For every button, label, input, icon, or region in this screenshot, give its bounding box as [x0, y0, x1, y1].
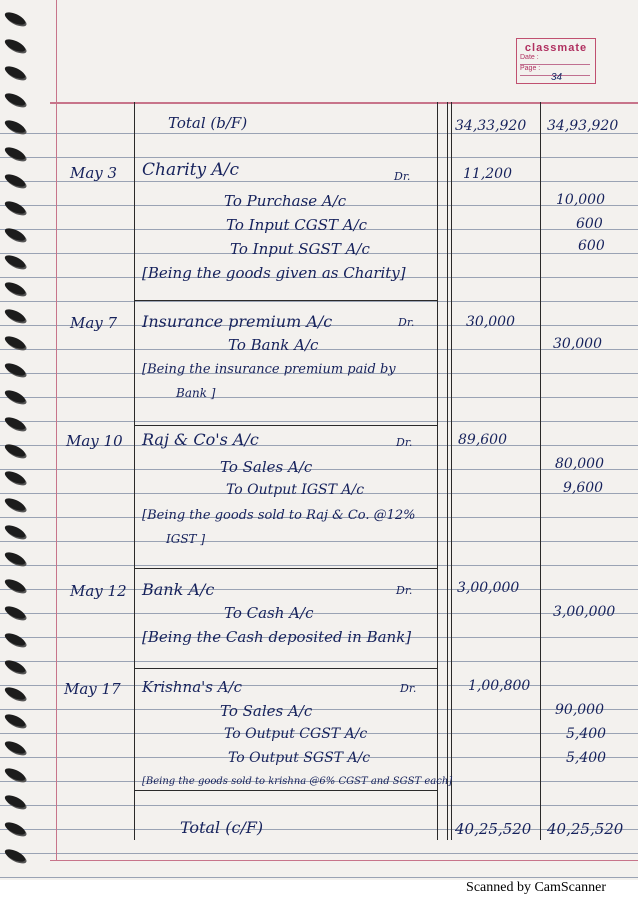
entry-dr-mark: Dr.: [396, 584, 413, 597]
credit-amount: 30,000: [553, 336, 602, 352]
credit-label: To Cash A/c: [224, 604, 314, 622]
spiral-ring: [3, 199, 27, 216]
date-column-rule: [134, 102, 135, 840]
spiral-ring: [3, 388, 27, 405]
top-margin-line: [50, 102, 638, 104]
debit-column-rule-a: [447, 102, 448, 840]
entry-narration: [Being the Cash deposited in Bank]: [142, 628, 412, 646]
classmate-logo-box: [516, 38, 596, 84]
spiral-ring: [3, 820, 27, 837]
entry-debit: 11,200: [463, 166, 512, 182]
entry-debit: 30,000: [466, 314, 515, 330]
total-cf-credit: 40,25,520: [547, 820, 624, 838]
credit-amount: 90,000: [555, 702, 604, 718]
entry-dr-mark: Dr.: [398, 316, 415, 329]
credit-amount: 600: [576, 216, 603, 232]
total-bf-label: Total (b/F): [168, 114, 248, 132]
total-cf-label: Total (c/F): [180, 818, 264, 837]
entry-date: May 10: [66, 432, 123, 450]
entry-debit: 89,600: [458, 432, 507, 448]
spiral-ring: [3, 550, 27, 567]
spiral-ring: [3, 685, 27, 702]
total-bf-debit: 34,33,920: [455, 118, 527, 134]
entry-narration: [Being the goods sold to Raj & Co. @12%: [142, 508, 416, 523]
total-separator: [134, 790, 437, 791]
debit-column-rule-b: [451, 102, 452, 840]
spiral-ring: [3, 253, 27, 270]
spiral-ring: [3, 226, 27, 243]
spiral-ring: [3, 631, 27, 648]
entry-debit: 3,00,000: [457, 580, 520, 596]
entry-separator: [134, 300, 437, 301]
entry-account: Charity A/c: [142, 160, 240, 180]
spiral-ring: [3, 307, 27, 324]
spiral-ring: [3, 847, 27, 864]
entry-narration-cont: IGST ]: [166, 532, 206, 546]
credit-amount: 5,400: [566, 750, 607, 766]
entry-narration: [Being the goods given as Charity]: [142, 264, 406, 282]
credit-amount: 600: [578, 238, 605, 254]
spiral-ring: [3, 577, 27, 594]
spiral-ring: [3, 523, 27, 540]
spiral-binding: [0, 0, 40, 880]
entry-date: May 3: [70, 164, 118, 182]
spiral-ring: [3, 10, 27, 27]
entry-narration: [Being the insurance premium paid by: [142, 362, 396, 377]
credit-label: To Output IGST A/c: [226, 482, 365, 498]
entry-date: May 12: [70, 582, 127, 600]
entry-dr-mark: Dr.: [400, 682, 417, 695]
credit-label: To Input CGST A/c: [226, 216, 368, 234]
footer-text: Scanned by CamScanner: [466, 880, 606, 895]
entry-account: Raj & Co's A/c: [142, 430, 259, 449]
spiral-ring: [3, 37, 27, 54]
entry-dr-mark: Dr.: [396, 436, 413, 449]
spiral-ring: [3, 415, 27, 432]
scan-footer: [0, 880, 638, 903]
credit-amount: 80,000: [555, 456, 604, 472]
credit-label: To Bank A/c: [228, 336, 319, 354]
credit-amount: 5,400: [566, 726, 607, 742]
lf-column-rule: [437, 102, 438, 840]
entry-account: Krishna's A/c: [142, 678, 243, 696]
entry-dr-mark: Dr.: [394, 170, 411, 183]
credit-label: To Sales A/c: [220, 458, 313, 476]
credit-label: To Sales A/c: [220, 702, 313, 720]
page-number: 34: [551, 72, 563, 83]
spiral-ring: [3, 361, 27, 378]
credit-amount: 9,600: [563, 480, 604, 496]
spiral-ring: [3, 91, 27, 108]
bottom-margin-line: [50, 860, 638, 861]
spiral-ring: [3, 658, 27, 675]
credit-amount: 10,000: [556, 192, 605, 208]
page-field: Page :: [520, 65, 590, 76]
spiral-ring: [3, 118, 27, 135]
spiral-ring: [3, 604, 27, 621]
credit-column-rule: [540, 102, 541, 840]
spiral-ring: [3, 442, 27, 459]
left-margin-line: [56, 0, 57, 860]
spiral-ring: [3, 739, 27, 756]
credit-label: To Purchase A/c: [224, 192, 347, 210]
credit-label: To Output SGST A/c: [228, 750, 371, 766]
spiral-ring: [3, 793, 27, 810]
credit-amount: 3,00,000: [553, 604, 616, 620]
entry-date: May 17: [64, 680, 121, 698]
spiral-ring: [3, 280, 27, 297]
entry-separator: [134, 568, 437, 569]
entry-date: May 7: [70, 314, 118, 332]
date-field: Date :: [520, 54, 590, 65]
spiral-ring: [3, 496, 27, 513]
entry-narration-cont: Bank ]: [176, 386, 216, 400]
entry-account: Insurance premium A/c: [142, 312, 333, 331]
spiral-ring: [3, 766, 27, 783]
spiral-ring: [3, 334, 27, 351]
spiral-ring: [3, 712, 27, 729]
credit-label: To Output CGST A/c: [224, 726, 368, 742]
entry-debit: 1,00,800: [468, 678, 531, 694]
spiral-ring: [3, 64, 27, 81]
total-bf-credit: 34,93,920: [547, 118, 619, 134]
credit-label: To Input SGST A/c: [230, 240, 370, 258]
entry-narration: [Being the goods sold to krishna @6% CGST and SGST each]: [142, 776, 453, 787]
entry-separator: [134, 425, 437, 426]
brand-name: classmate: [524, 42, 588, 54]
spiral-ring: [3, 469, 27, 486]
entry-account: Bank A/c: [142, 580, 215, 599]
total-cf-debit: 40,25,520: [455, 820, 532, 838]
spiral-ring: [3, 172, 27, 189]
spiral-ring: [3, 145, 27, 162]
entry-separator: [134, 668, 437, 669]
